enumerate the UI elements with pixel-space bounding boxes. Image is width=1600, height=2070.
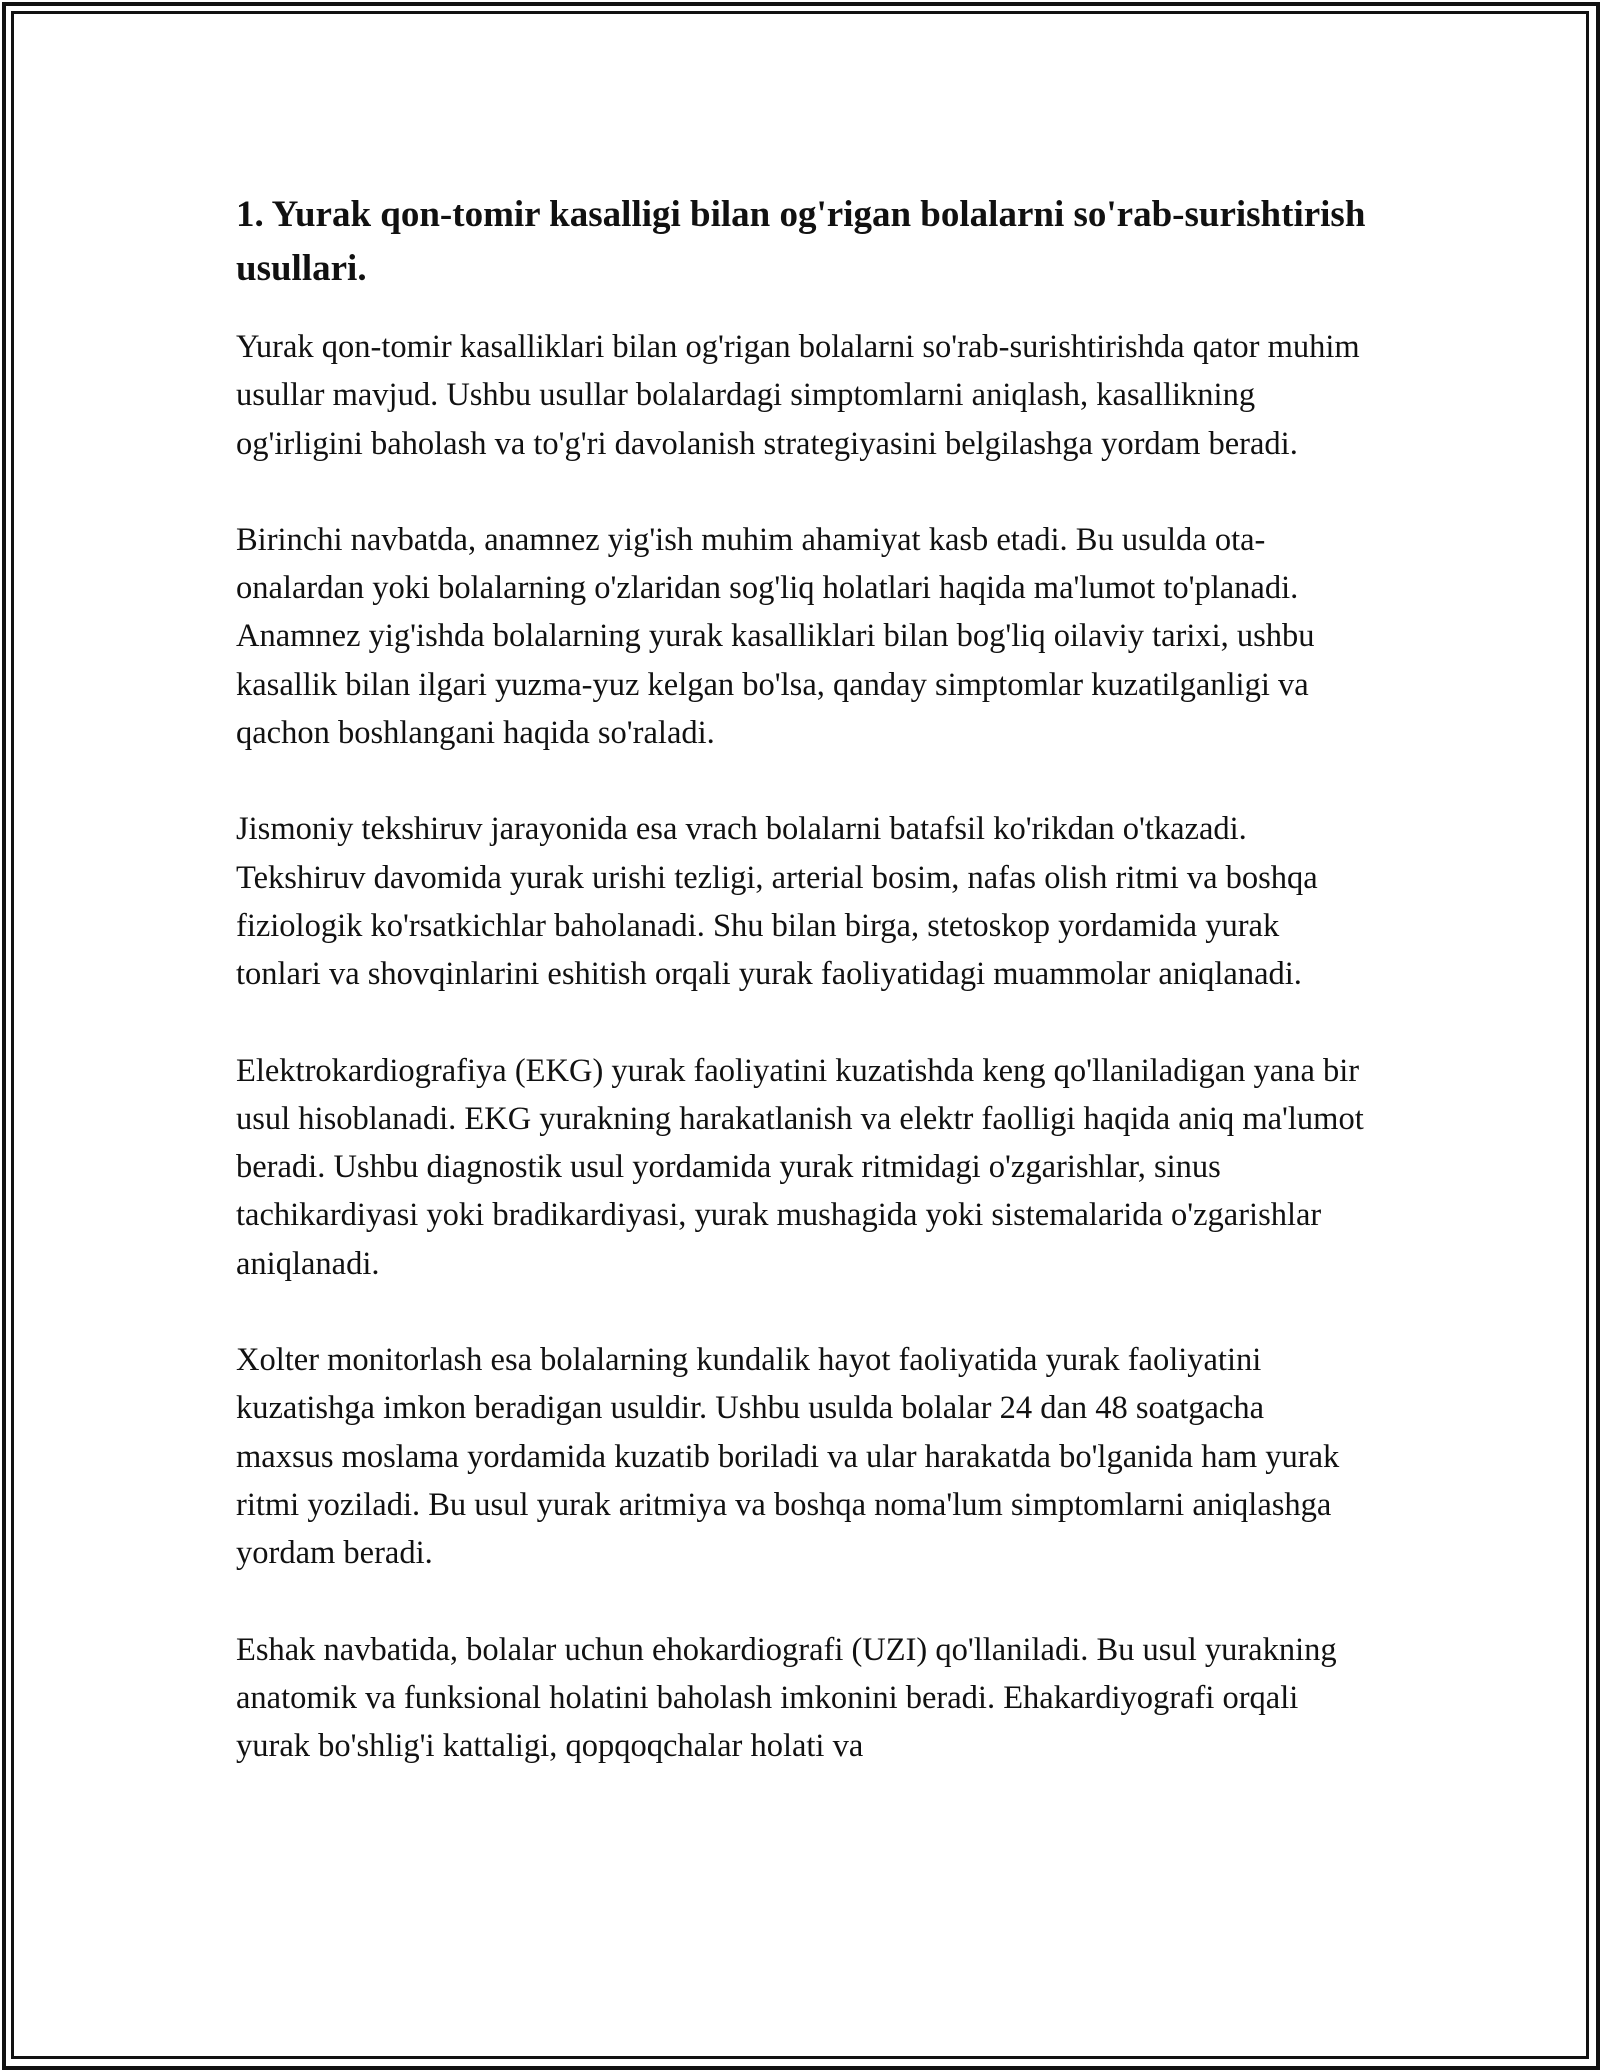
document-body [236,188,1366,1818]
paragraph-holter: Xolter monitorlash esa bolalarning kundalik hayot faoliyatida yurak faoliyatini kuzatishga imkon beradigan usuldir. Ushbu usulda bolalar 24 dan 48 soatgacha maxsus moslama yordamida kuzatib boriladi va ular harakatda bo'lganida ham yurak ritmi yoziladi. Bu usul yurak aritmiya va boshqa noma'lum simptomlarni aniqlashga yordam beradi. [236,1342,1340,1572]
paragraph-ecg: Elektrokardiografiya (EKG) yurak faoliyatini kuzatishda keng qo'llaniladigan yana bir usul hisoblanadi. EKG yurakning harakatlanish va elektr faolligi haqida aniq ma'lumot beradi. Ushbu diagnostik usul yordamida yurak ritmidagi o'zgarishlar, sinus tachikardiyasi yoki bradikardiyasi, yurak mushagida yoki sistemalarida o'zgarishlar aniqlanadi. [236,1052,1364,1282]
paragraph-echocardiography: Eshak navbatida, bolalar uchun ehokardiografi (UZI) qo'llaniladi. Bu usul yurakning anatomik va funksional holatini baholash imkonini beradi. Ehakardiyografi orqali yurak bo'shlig'i kattaligi, qopqoqchalar holati va [236,1631,1337,1765]
paragraph-intro: Yurak qon-tomir kasalliklari bilan og'rigan bolalarni so'rab-surishtirishda qator muhim usullar mavjud. Ushbu usullar bolalardagi simptomlarni aniqlash, kasallikning og'irligini baholash va to'g'ri davolanish strategiyasini belgilashga yordam beradi. [236,329,1360,462]
paragraph-physical-exam: Jismoniy tekshiruv jarayonida esa vrach bolalarni batafsil ko'rikdan o'tkazadi. Tekshiruv davomida yurak urishi tezligi, arterial bosim, nafas olish ritmi va boshqa fiziologik ko'rsatkichlar baholanadi. Shu bilan birga, stetoskop yordamida yurak tonlari va shovqinlarini eshitish orqali yurak faoliyatidagi muammolar aniqlanadi. [236,811,1318,993]
paragraph-anamnesis: Birinchi navbatda, anamnez yig'ish muhim ahamiyat kasb etadi. Bu usulda ota-onalardan yoki bolalarning o'zlaridan sog'liq holatlari haqida ma'lumot to'planadi. Anamnez yig'ishda bolalarning yurak kasalliklari bilan bog'liq oilaviy tarixi, ushbu kasallik bilan ilgari yuzma-yuz kelgan bo'lsa, qanday simptomlar kuzatilganligi va qachon boshlangani haqida so'raladi. [236,521,1315,752]
section-title: 1. Yurak qon-tomir kasalligi bilan og'rigan bolalarni so'rab-surishtirish usullari. [236,194,1366,289]
